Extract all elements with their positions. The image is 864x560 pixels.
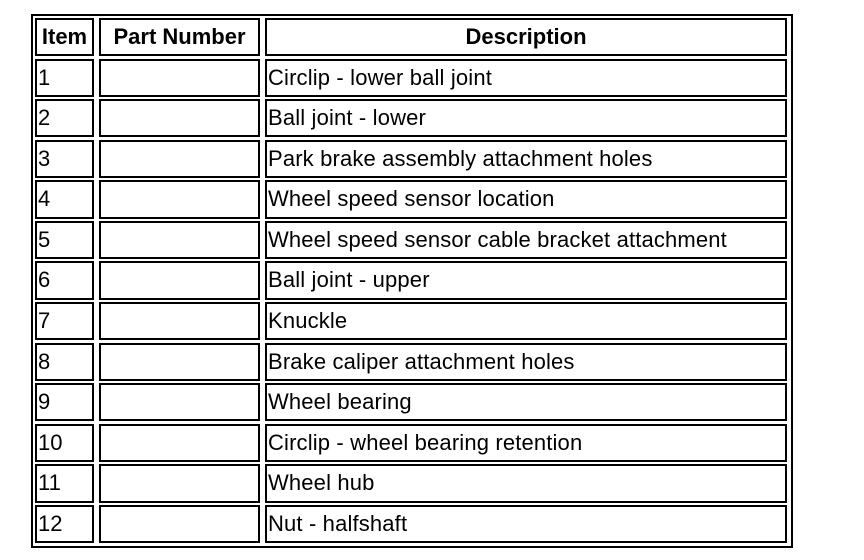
row-part-number: [99, 59, 260, 97]
parts-table-grid: [35, 18, 787, 543]
row-part-number: [99, 464, 260, 502]
row-description: Brake caliper attachment holes: [265, 343, 787, 381]
parts-table: [31, 14, 793, 548]
row-item-number: 5: [35, 221, 94, 259]
row-part-number: [99, 424, 260, 462]
row-part-number: [99, 383, 260, 421]
row-description: Circlip - lower ball joint: [265, 59, 787, 97]
row-part-number: [99, 140, 260, 178]
row-description: Circlip - wheel bearing retention: [265, 424, 787, 462]
row-item-number: 4: [35, 180, 94, 218]
row-item-number: 12: [35, 505, 94, 543]
row-description: Wheel speed sensor location: [265, 180, 787, 218]
row-item-number: 2: [35, 99, 94, 137]
row-item-number: 6: [35, 261, 94, 299]
row-part-number: [99, 99, 260, 137]
row-part-number: [99, 343, 260, 381]
row-item-number: 1: [35, 59, 94, 97]
row-part-number: [99, 505, 260, 543]
row-item-number: 10: [35, 424, 94, 462]
row-item-number: 8: [35, 343, 94, 381]
row-description: Wheel hub: [265, 464, 787, 502]
row-description: Nut - halfshaft: [265, 505, 787, 543]
header-part-number: Part Number: [99, 18, 260, 56]
header-item: Item: [35, 18, 94, 56]
row-description: Knuckle: [265, 302, 787, 340]
row-item-number: 9: [35, 383, 94, 421]
row-item-number: 7: [35, 302, 94, 340]
row-description: Ball joint - lower: [265, 99, 787, 137]
row-description: Wheel bearing: [265, 383, 787, 421]
row-part-number: [99, 302, 260, 340]
row-part-number: [99, 221, 260, 259]
row-description: Ball joint - upper: [265, 261, 787, 299]
row-part-number: [99, 180, 260, 218]
row-item-number: 3: [35, 140, 94, 178]
header-description: Description: [265, 18, 787, 56]
row-description: Wheel speed sensor cable bracket attachment: [265, 221, 787, 259]
row-item-number: 11: [35, 464, 94, 502]
row-description: Park brake assembly attachment holes: [265, 140, 787, 178]
row-part-number: [99, 261, 260, 299]
